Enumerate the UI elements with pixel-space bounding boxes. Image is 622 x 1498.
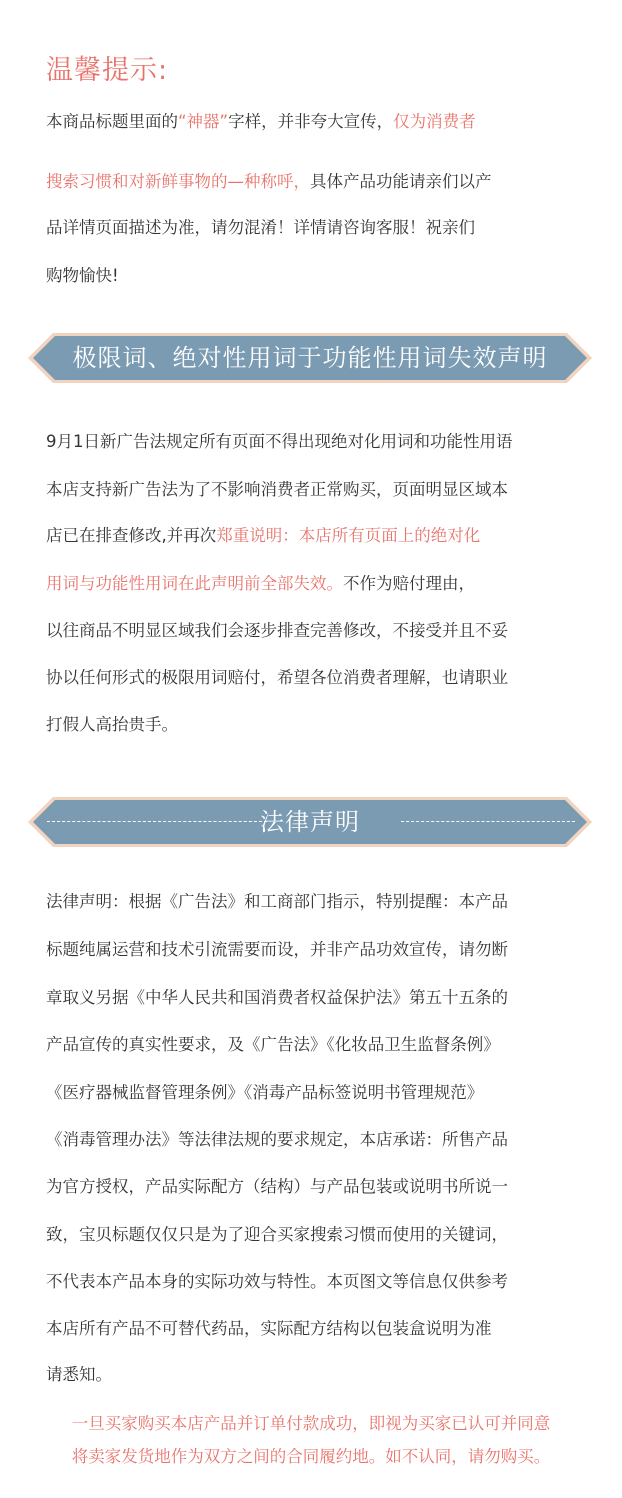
tip-highlight: “神器” [178, 112, 229, 131]
tip-line-4: 购物愉快! [46, 266, 119, 285]
section1-line-3 [46, 522, 480, 546]
tip-highlight: 搜索习惯和对新鲜事物的—种称呼， [46, 172, 310, 191]
section1-text: 店已在排查修改,并再次 [46, 526, 217, 545]
section1-highlight: 郑重说明：本店所有页面上的绝对化 [216, 526, 481, 545]
tip-text: 字样，并非夸大宣传， [228, 112, 394, 131]
section1-highlight: 用词与功能性用词在此声明前全部失效。 [46, 574, 343, 593]
banner-absolute-words-title: 极限词、绝对性用词于功能性用词失效声明 [72, 344, 548, 372]
footer-warning-line-1: 一旦买家购买本店产品并订单付款成功，即视为买家已认可并同意 [71, 1414, 551, 1433]
section2-line: 请悉知。 [46, 1365, 112, 1384]
tip-text: 具体产品功能请亲们以产 [310, 172, 492, 191]
section1-line-2: 本店支持新广告法为了不影响消费者正常购买，页面明显区域本 [46, 480, 508, 499]
section2-line: 致，宝贝标题仅仅只是为了迎合买家搜索习惯而使用的关键词， [46, 1225, 508, 1244]
section2-line: 不代表本产品本身的实际功效与特性。本页图文等信息仅供参考 [46, 1272, 508, 1291]
section2-line: 《消毒管理办法》等法律法规的要求规定，本店承诺：所售产品 [46, 1130, 508, 1149]
section2-line: 产品宣传的真实性要求，及《广告法》《化妆品卫生监督条例》 [46, 1035, 500, 1054]
banner-legal-statement-title: 法律声明 [260, 808, 360, 836]
tip-title: 温馨提示: [46, 55, 169, 86]
section2-line: 法律声明：根据《广告法》和工商部门指示，特别提醒：本产品 [46, 892, 508, 911]
section2-line: 标题纯属运营和技术引流需要而设，并非产品功效宣传，请勿断 [46, 940, 508, 959]
tip-line-3: 品详情页面描述为准，请勿混淆！详情请咨询客服！祝亲们 [46, 218, 475, 237]
section1-line-5: 以往商品不明显区域我们会逐步排查完善修改，不接受并且不妥 [46, 621, 508, 640]
section1-line-7: 打假人高抬贵手。 [46, 715, 178, 734]
tip-text: 本商品标题里面的 [46, 112, 178, 131]
section2-line: 本店所有产品不可替代药品，实际配方结构以包装盒说明为准 [46, 1319, 492, 1338]
section1-line-1: 9月1日新广告法规定所有页面不得出现绝对化用词和功能性用语 [46, 432, 513, 451]
tip-highlight: 仅为消费者 [393, 112, 476, 131]
section1-line-4 [46, 570, 475, 594]
section2-line: 为官方授权，产品实际配方（结构）与产品包装或说明书所说一 [46, 1177, 508, 1196]
banner-absolute-words [27, 332, 593, 384]
tip-line-2 [46, 168, 492, 192]
section2-line: 章取义另据《中华人民共和国消费者权益保护法》第五十五条的 [46, 988, 508, 1007]
section1-line-6: 协以任何形式的极限用词赔付，希望各位消费者理解，也请职业 [46, 668, 508, 687]
footer-warning-line-2: 将卖家发货地作为双方之间的合同履约地。如不认同，请勿购买。 [71, 1447, 551, 1466]
banner-legal-statement [27, 796, 593, 848]
section1-text: 不作为赔付理由， [343, 574, 475, 593]
tip-line-1 [46, 108, 476, 132]
section2-line: 《医疗器械监督管理条例》《消毒产品标签说明书管理规范》 [46, 1083, 484, 1102]
